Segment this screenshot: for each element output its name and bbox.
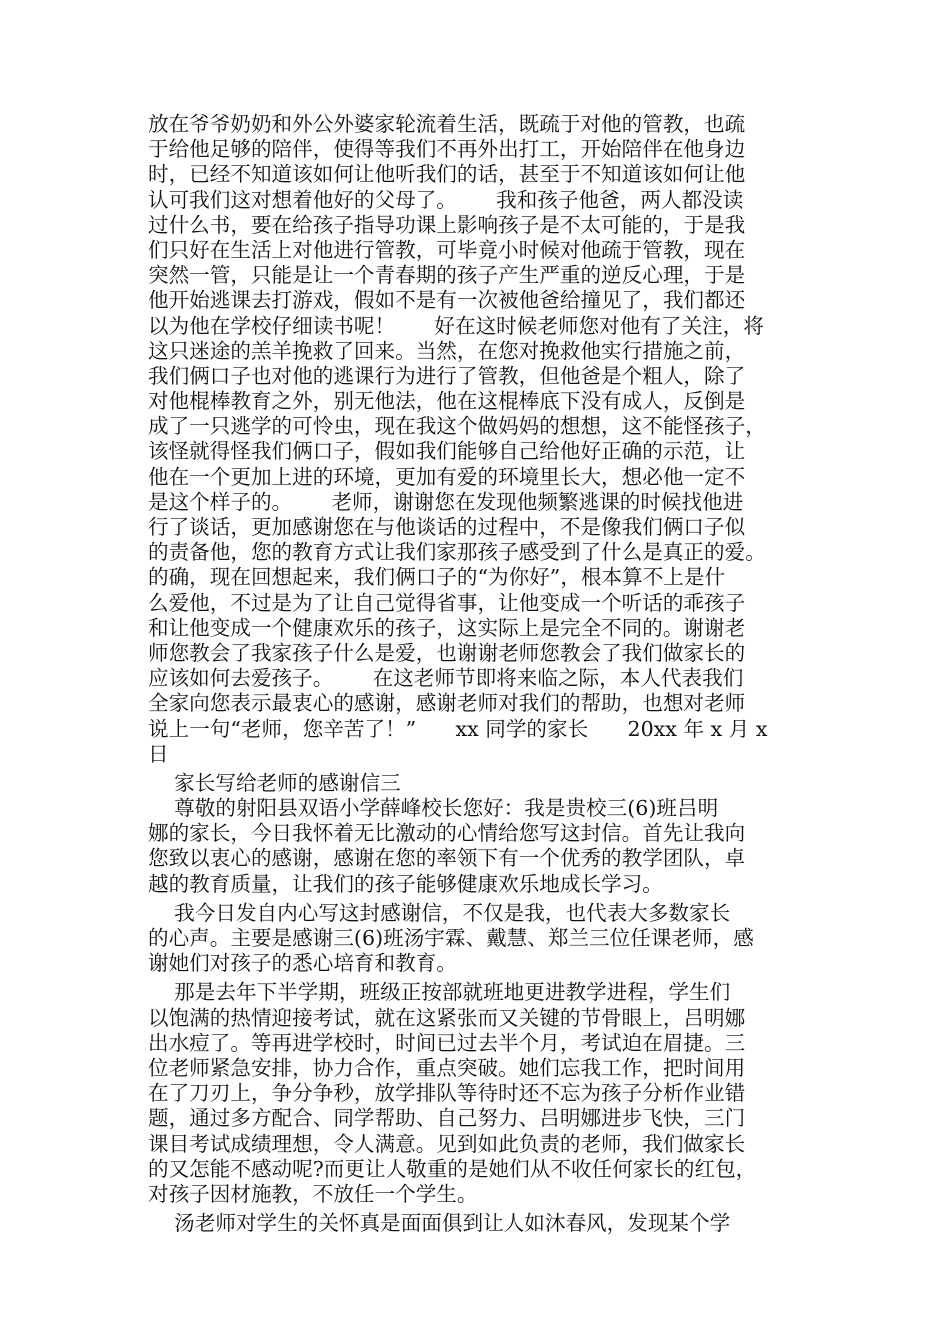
text-line: 全家向您表示最衷心的感谢，感谢老师对我们的帮助，也想对老师 (148, 691, 746, 716)
text-line: 的责备他，您的教育方式让我们家那孩子感受到了什么是真正的爱。 (148, 540, 766, 565)
text-line: 日 (148, 741, 169, 766)
text-line: 对孩子因材施教，不放任一个学生。 (148, 1181, 478, 1206)
text-line: 成了一只逃学的可怜虫，现在我这个做妈妈的想想，这不能怪孩子， (148, 414, 766, 439)
text-line: 那是去年下半学期，班级正按部就班地更进教学进程，学生们 (148, 980, 731, 1005)
text-line: 于给他足够的陪伴，使得等我们不再外出打工，开始陪伴在他身边 (148, 137, 746, 162)
text-line: 是这个样子的。 老师，谢谢您在发现他频繁逃课的时候找他进 (148, 489, 744, 514)
paragraph-purpose (148, 901, 808, 977)
section-heading: 家长写给老师的感谢信三 (148, 770, 401, 795)
text-line: 么爱他，不过是为了让自己觉得省事，让他变成一个听话的乖孩子 (148, 590, 746, 615)
text-line: 的确，现在回想起来，我们俩口子的“为你好”，根本算不上是什 (148, 565, 726, 590)
paragraph-greeting (148, 796, 808, 897)
text-line: 汤老师对学生的关怀真是面面俱到让人如沐春风，发现某个学 (148, 1211, 731, 1236)
text-line: 课目考试成绩理想，令人满意。见到如此负责的老师，我们做家长 (148, 1131, 746, 1156)
text-line: 在了刀刃上，争分争秒，放学排队等待时还不忘为孩子分析作业错 (148, 1081, 746, 1106)
text-line: 应该如何去爱孩子。 在这老师节即将来临之际，本人代表我们 (148, 666, 744, 691)
text-line: 该怪就得怪我们俩口子，假如我们能够自己给他好正确的示范，让 (148, 439, 746, 464)
letter-continuation (148, 112, 808, 767)
text-line: 他开始逃课去打游戏，假如不是有一次被他爸给撞见了，我们都还 (148, 288, 746, 313)
text-line: 行了谈话，更加感谢您在与他谈话的过程中，不是像我们俩口子似 (148, 515, 746, 539)
text-line: 题，通过多方配合、同学帮助、自己努力、吕明娜进步飞快，三门 (148, 1106, 746, 1131)
text-line: 们只好在生活上对他进行管教，可毕竟小时候对他疏于管教，现在 (148, 237, 746, 262)
text-line: 说上一句“老师，您辛苦了！” xx 同学的家长 20xx 年 x 月 x (148, 716, 768, 741)
text-line: 这只迷途的羔羊挽救了回来。当然，在您对挽救他实行措施之前， (148, 338, 746, 363)
text-line: 认可我们这对想着他好的父母了。 我和孩子他爸，两人都没读 (148, 187, 744, 212)
text-line: 出水痘了。等再进学校时，时间已过去半个月，考试迫在眉捷。三 (148, 1030, 746, 1055)
text-line: 越的教育质量，让我们的孩子能够健康欢乐地成长学习。 (148, 871, 663, 896)
text-line: 以为他在学校仔细读书呢！ 好在这时候老师您对他有了关注，将 (148, 313, 764, 338)
text-line: 我们俩口子也对他的逃课行为进行了管教，但他爸是个粗人，除了 (148, 363, 746, 388)
paragraph-story (148, 980, 808, 1207)
text-line: 尊敬的射阳县双语小学薛峰校长您好：我是贵校三(6)班吕明 (148, 796, 719, 821)
text-line: 娜的家长，今日我怀着无比激动的心情给您写这封信。首先让我向 (148, 821, 746, 846)
text-line: 时，已经不知道该如何让他听我们的话，甚至于不知道该如何让他 (148, 162, 746, 187)
text-line: 的又怎能不感动呢?而更让人敬重的是她们从不收任何家长的红包， (148, 1156, 757, 1181)
text-line: 谢她们对孩子的悉心培育和教育。 (148, 951, 457, 976)
text-line: 突然一管，只能是让一个青春期的孩子产生严重的逆反心理，于是 (148, 263, 746, 288)
text-line: 我今日发自内心写这封感谢信，不仅是我，也代表大多数家长 (148, 900, 731, 925)
paragraph-teacher-tang (148, 1211, 808, 1236)
text-line: 位老师紧急安排，协力合作，重点突破。她们忘我工作，把时间用 (148, 1055, 746, 1080)
text-line: 的心声。主要是感谢三(6)班汤宇霖、戴慧、郑兰三位任课老师，感 (148, 926, 754, 950)
text-line: 放在爷爷奶奶和外公外婆家轮流着生活，既疏于对他的管教，也疏 (148, 112, 746, 136)
text-line: 他在一个更加上进的环境，更加有爱的环境里长大，想必他一定不 (148, 464, 746, 489)
document-page (148, 112, 808, 1236)
text-line: 师您教会了我家孩子什么是爱，也谢谢老师您教会了我们做家长的 (148, 640, 746, 665)
text-line: 和让他变成一个健康欢乐的孩子，这实际上是完全不同的。谢谢老 (148, 615, 746, 640)
text-line: 以饱满的热情迎接考试，就在这紧张而又关键的节骨眼上，吕明娜 (148, 1005, 746, 1030)
text-line: 您致以衷心的感谢，感谢在您的率领下有一个优秀的教学团队，卓 (148, 846, 746, 871)
text-line: 过什么书，要在给孩子指导功课上影响孩子是不太可能的，于是我 (148, 212, 746, 237)
text-line: 对他棍棒教育之外，别无他法，他在这棍棒底下没有成人，反倒是 (148, 389, 746, 414)
